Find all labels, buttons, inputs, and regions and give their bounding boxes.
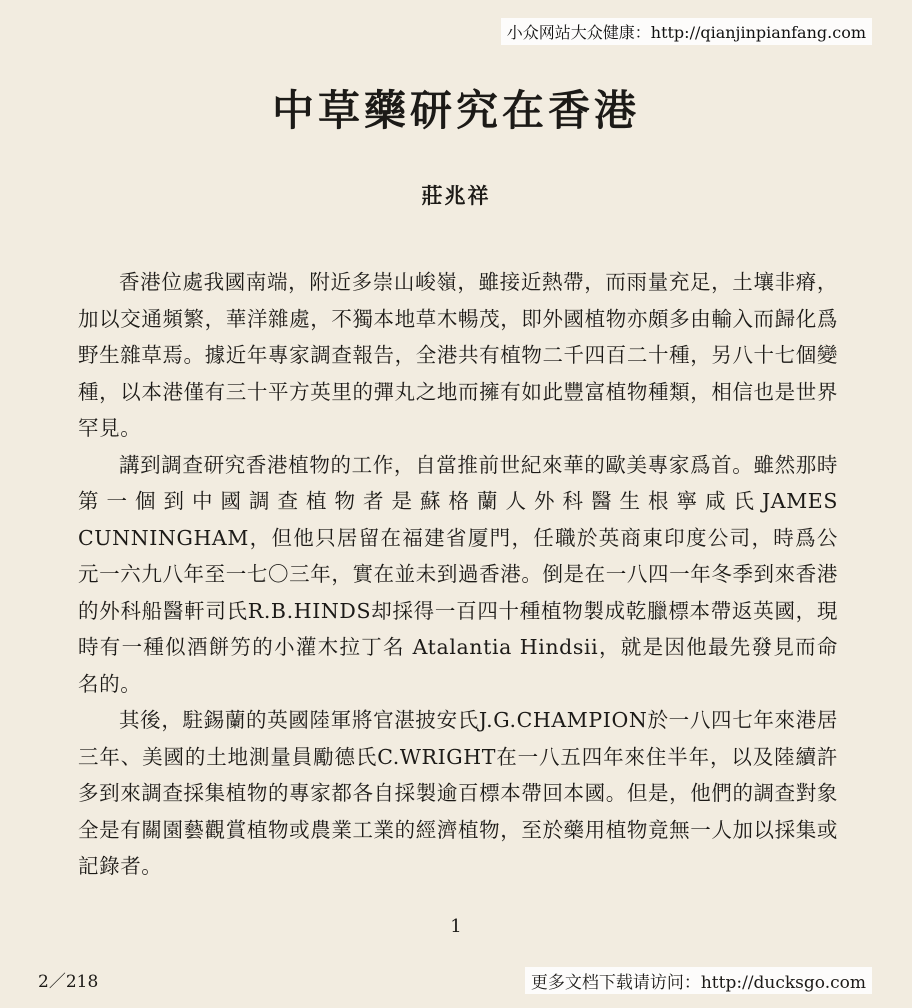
page-number: 1 bbox=[450, 916, 462, 937]
paragraph-3: 其後，駐錫蘭的英國陸軍將官湛披安氏J.G.CHAMPION於一八四七年來港居三年、美國的土地測量員勵德氏C.WRIGHT在一八五四年來住半年，以及陸續許多到來調查採集植物的專家都各自採製逾百標本帶回本國。但是，他們的調查對象全是有關園藝觀賞植物或農業工業的經濟植物，至於藥用植物竟無一人加以採集或記錄者。 bbox=[78, 708, 838, 878]
article-author: 莊兆祥 bbox=[421, 184, 491, 208]
page-indicator: 2／218 bbox=[38, 972, 99, 992]
paragraph-1: 香港位處我國南端，附近多崇山峻嶺，雖接近熱帶，而雨量充足，土壤非瘠，加以交通頻繁，華洋雜處，不獨本地草木暢茂，即外國植物亦頗多由輸入而歸化爲野生雜草焉。據近年專家調查報告，全港共有植物二千四百二十種，另八十七個變種，以本港僅有三十平方英里的彈丸之地而擁有如此豐富植物種類，相信也是世界罕見。 bbox=[78, 270, 838, 440]
article-title: 中草藥研究在香港 bbox=[271, 86, 640, 135]
top-watermark-link[interactable]: 小众网站大众健康：http://qianjinpianfang.com bbox=[501, 18, 872, 45]
article-body bbox=[78, 264, 838, 885]
paragraph-2: 講到調查研究香港植物的工作，自當推前世紀來華的歐美專家爲首。雖然那時第一個到中國調查植物者是蘇格蘭人外科醫生根寧咸氏JAMES CUNNINGHAM，但他只居留在福建省厦門，任職於英商東印度公司，時爲公元一六九八年至一七〇三年，實在並未到過香港。倒是在一八四一年冬季到來香港的外科船醫軒司氏R.B.HINDS却採得一百四十種植物製成乾臘標本帶返英國，現時有一種似酒餅竻的小灌木拉丁名 Atalantia Hindsii，就是因他最先發見而命名的。 bbox=[78, 452, 838, 696]
bottom-watermark-link[interactable]: 更多文档下载请访问：http://ducksgo.com bbox=[525, 967, 872, 994]
